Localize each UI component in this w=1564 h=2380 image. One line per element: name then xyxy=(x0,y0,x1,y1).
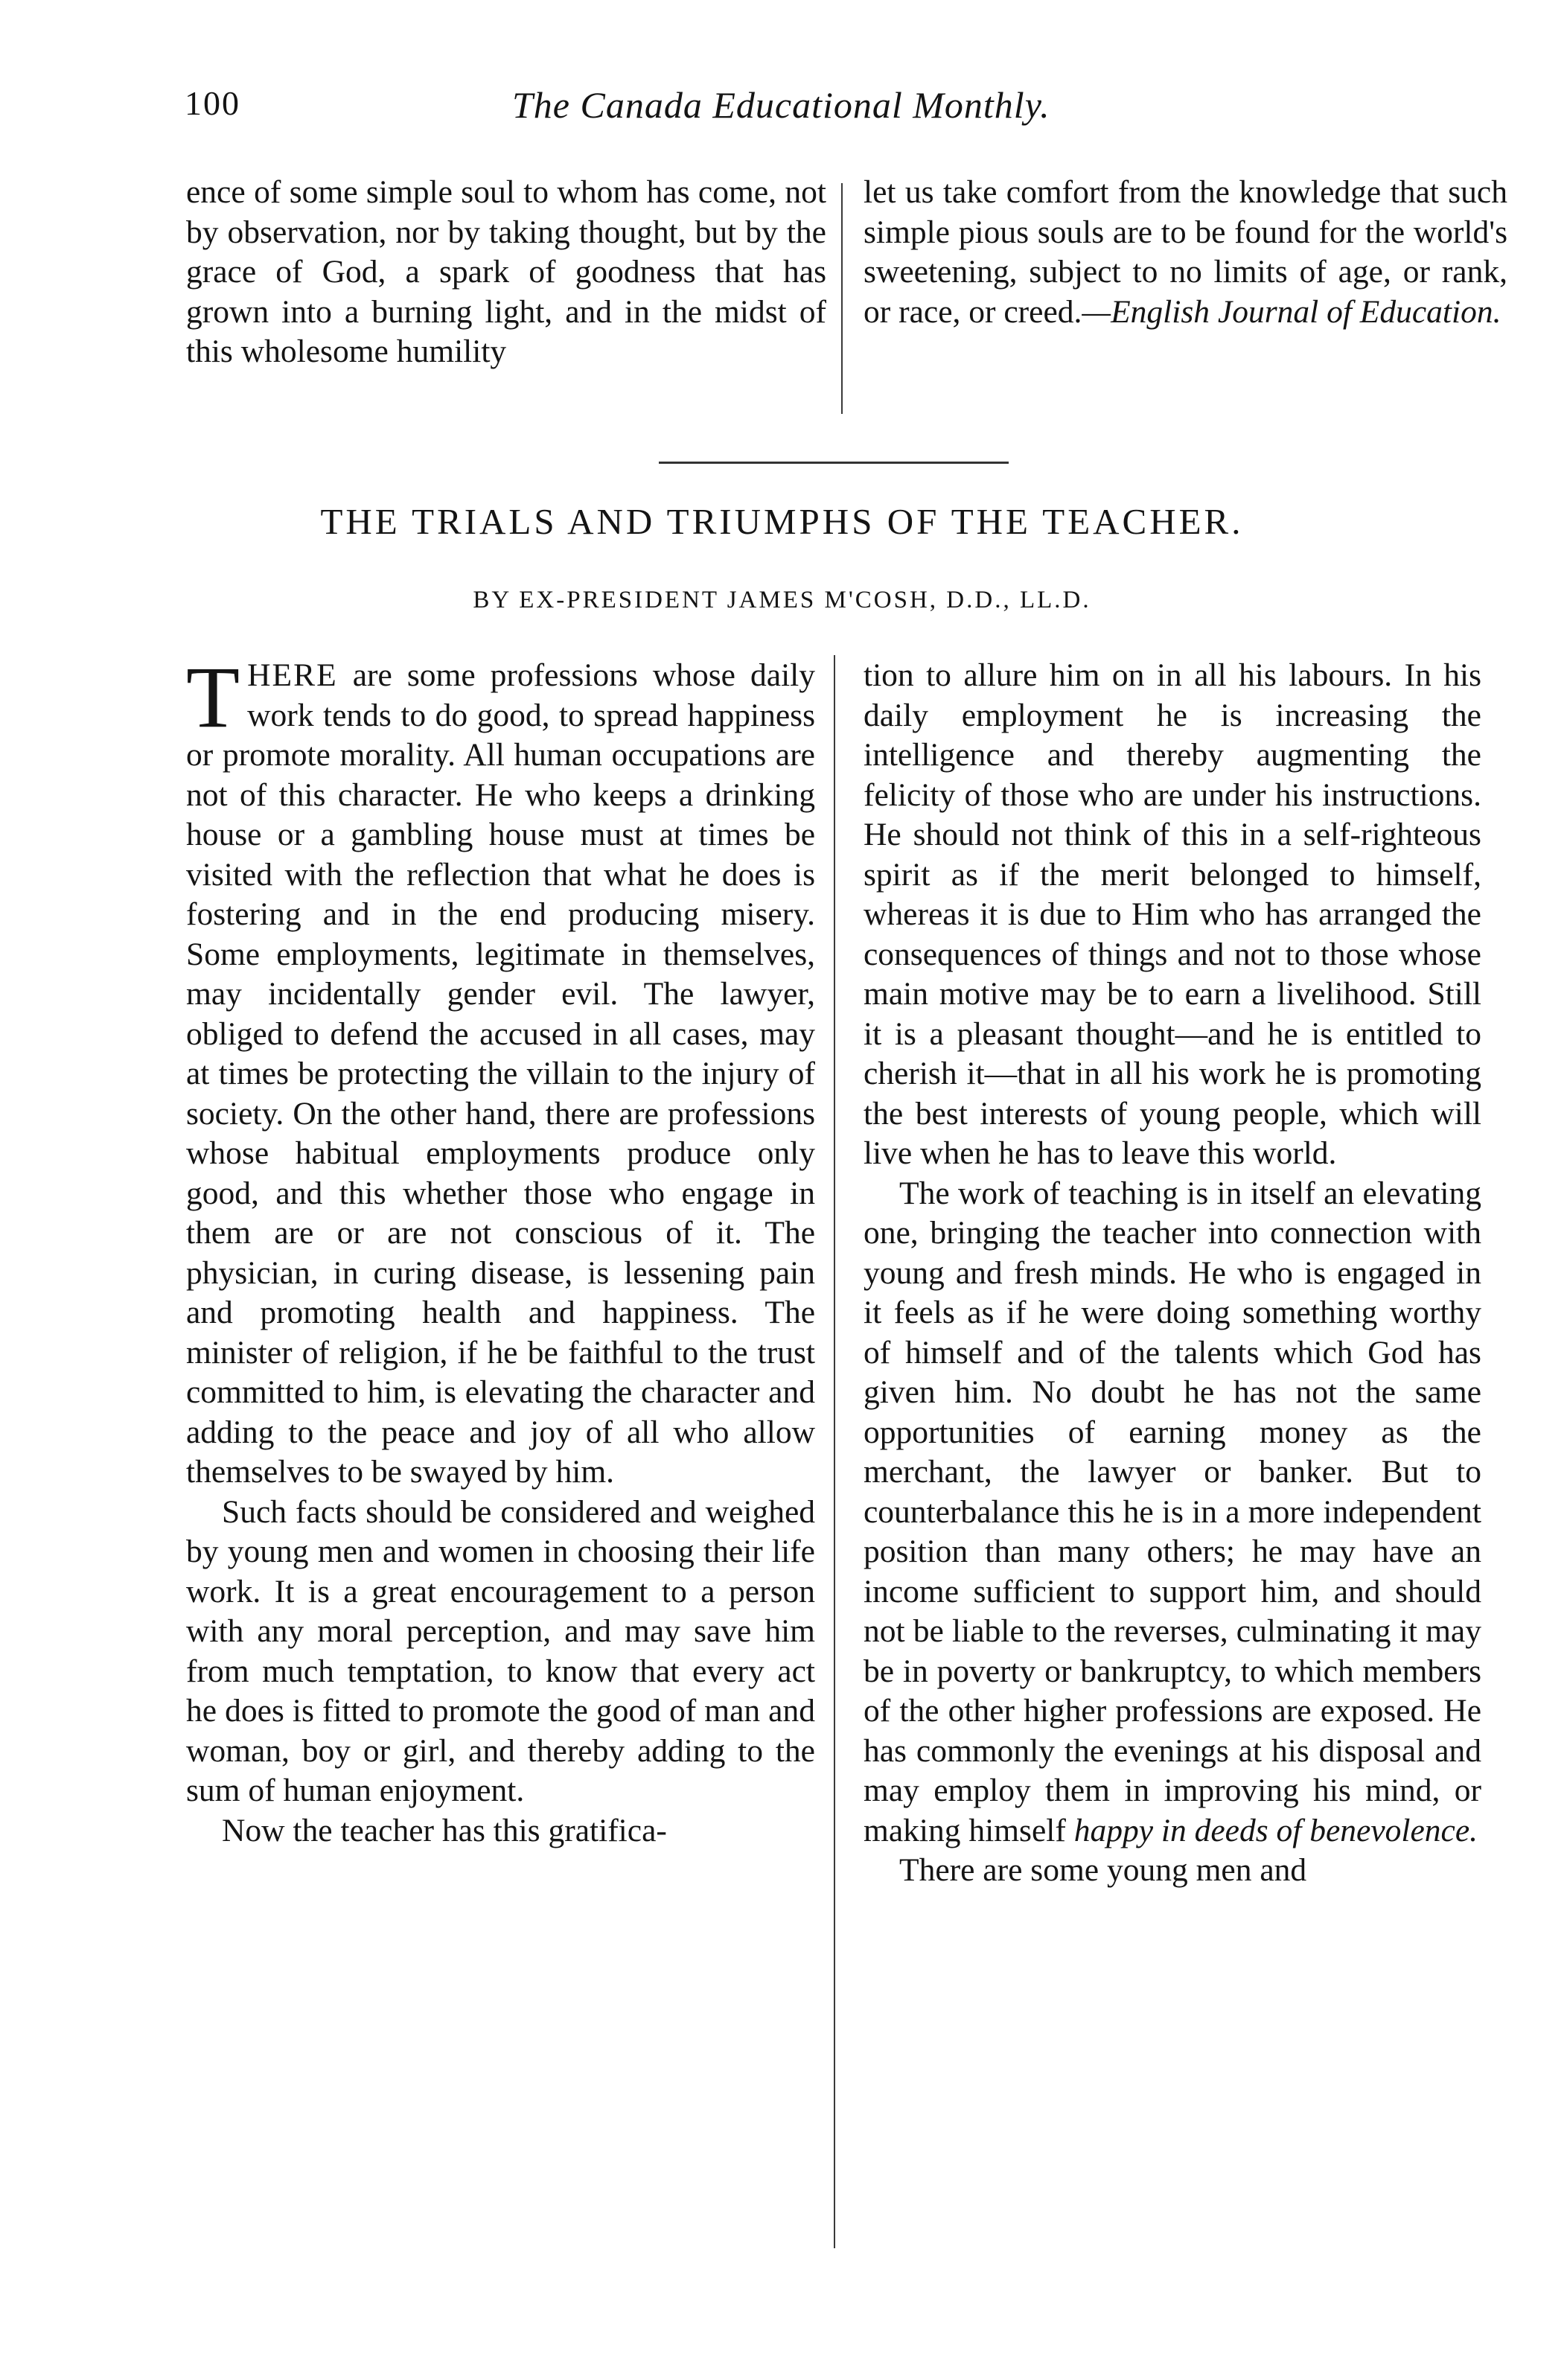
article-right-column xyxy=(864,656,1481,1891)
article-paragraph-1-text: are some professions whose daily work tends to do good, to spread happiness or promote morality. All human occupations are not of this character. He who keeps a drinking house or a gambling house must at times be visited with the reflection that what he does is fostering and in the end producing misery. Some employments, legitimate in themselves, may incidentally gender evil. The lawyer, obliged to defend the accused in all cases, may at times be protecting the villain to the injury of society. On the other hand, there are professions whose habitual employments produce only good, and this whether those who engage in them are or are not conscious of it. The physician, in curing disease, is lessening pain and promoting health and happiness. The minister of religion, if he be faithful to the trust committed to him, is elevating the character and adding to the peace and joy of all who allow themselves to be swayed by him. xyxy=(186,657,815,1490)
prev-article-left-text: ence of some simple soul to whom has come, not by observation, nor by taking thought, but by the grace of God, a spark of goodness that has grown into a burning light, and in the midst of this wholesome humility xyxy=(186,174,826,369)
column-divider-body xyxy=(834,655,835,2248)
article-byline: BY EX-PRESIDENT JAMES M'COSH, D.D., LL.D. xyxy=(473,587,1091,613)
article-paragraph-2: Such facts should be considered and weighed by young men and women in choosing their life work. It is a great encouragement to a person with any moral perception, and may save him from much temptation, to know that every act he does is fitted to promote the good of man and woman, boy or girl, and thereby adding to the sum of human enjoyment. xyxy=(186,1493,815,1808)
lead-smallcaps: HERE xyxy=(247,657,338,693)
article-paragraph-4 xyxy=(864,1174,1481,1851)
article-left-column xyxy=(186,648,815,1851)
article-paragraph-4-text: The work of teaching is in itself an elevating one, bringing the teacher into connection with young and fresh minds. He who is engaged in it feels as if he were doing something worthy of himself and of the talents which God has given him. No doubt he has not the same opportunities of earning money as the merchant, the lawyer or banker. But to counterbalance this he is in a more independent position than many others; he may have an income sufficient to support him, and should not be liable to the reverses, culminating it may be in poverty or bankruptcy, to which members of the other higher professions are exposed. He has commonly the evenings at his disposal and may employ them in improving his mind, or making himself xyxy=(864,1175,1481,1848)
section-rule xyxy=(659,462,1009,464)
article-paragraph-3-continued: tion to allure him on in all his labours. In his daily employment he is increasing the intelligence and thereby augmenting the felicity of those who are under his instructions. He should not think of this in a self-righteous spirit as if the merit belonged to himself, whereas it is due to Him who has arranged the consequences of things and not to those whose main motive may be to earn a livelihood. Still it is a pleasant thought—and he is entitled to cherish it—that in all his work he is promoting the best interests of young people, which will live when he has to leave this world. xyxy=(864,657,1481,1171)
article-paragraph-4-italic: happy in deeds of benevolence. xyxy=(1073,1812,1478,1848)
prev-article-right-column xyxy=(864,173,1507,332)
prev-article-left-column xyxy=(186,173,826,372)
column-divider-top xyxy=(841,183,843,414)
article-paragraph-1 xyxy=(186,648,815,1493)
drop-cap: T xyxy=(186,648,240,746)
article-paragraph-5: There are some young men and xyxy=(899,1852,1307,1888)
running-title: The Canada Educational Monthly. xyxy=(512,84,1050,126)
page-number: 100 xyxy=(185,84,240,122)
article-paragraph-3: Now the teacher has this gratifica- xyxy=(222,1812,667,1848)
prev-article-source: —English Journal of Education. xyxy=(1082,293,1501,330)
prev-article-right-paragraph xyxy=(864,173,1507,332)
article-title: THE TRIALS AND TRIUMPHS OF THE TEACHER. xyxy=(320,501,1244,542)
prev-article-right-text: let us take comfort from the knowledge that such simple pious souls are to be found for the world's sweetening, subject to no limits of age, or rank, or race, or creed. xyxy=(864,174,1507,330)
running-head xyxy=(185,83,1182,135)
